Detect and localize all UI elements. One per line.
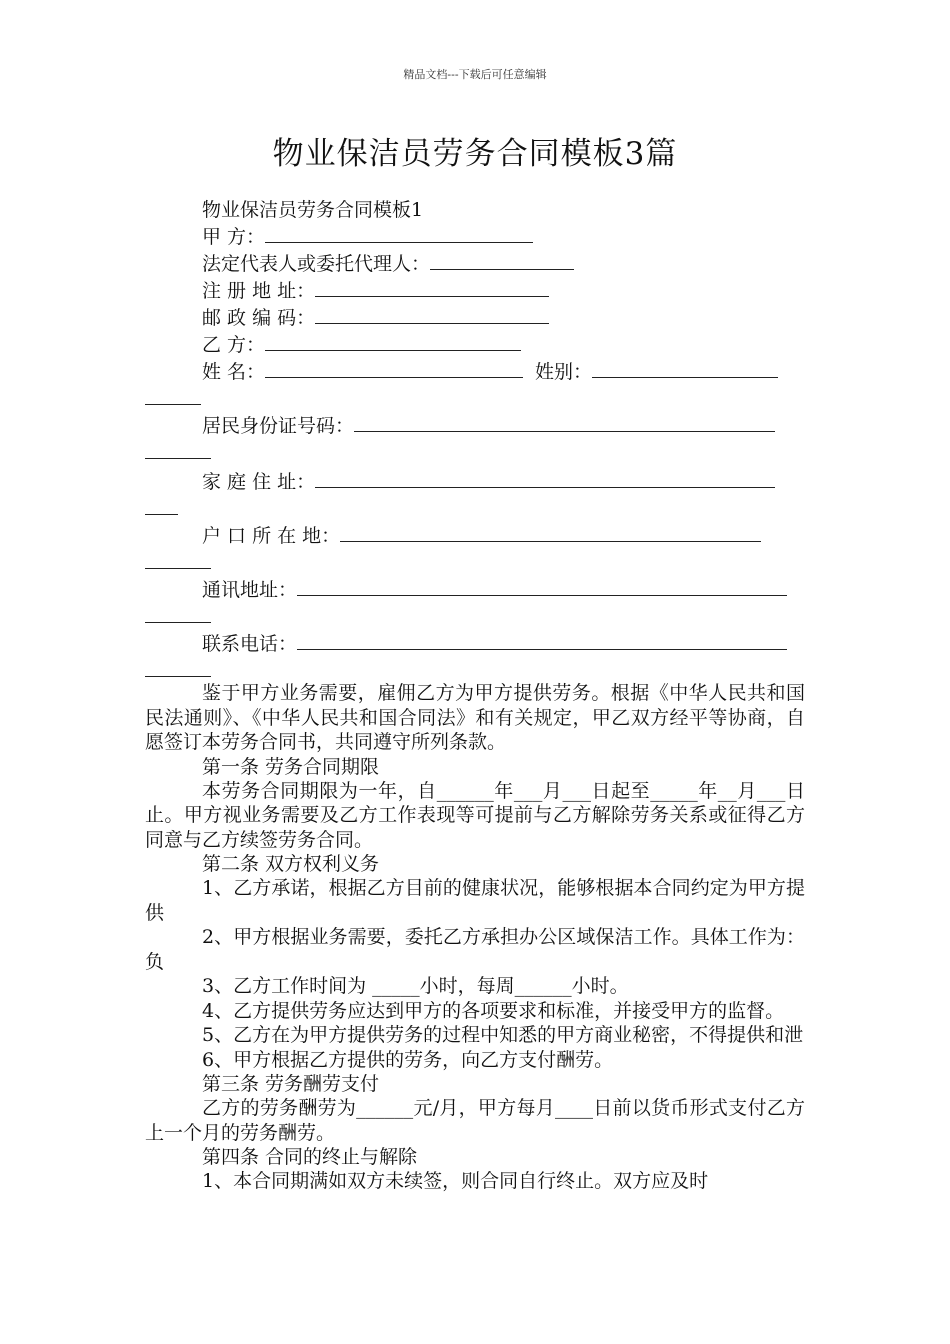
article-4-title: 第四条 合同的终止与解除 — [202, 1146, 418, 1168]
name-label: 姓 名： — [202, 361, 266, 383]
name-blank — [265, 357, 523, 378]
reg-address-blank — [315, 276, 549, 297]
document-body — [145, 198, 805, 1194]
household-reg-blank-continued — [145, 548, 211, 569]
article-2-item-1: 1、乙方承诺，根据乙方目前的健康状况，能够根据本合同约定为甲方提供 — [145, 877, 805, 924]
id-number-label: 居民身份证号码： — [202, 415, 355, 437]
phone-blank — [297, 629, 787, 650]
article-3-title: 第三条 劳务酬劳支付 — [202, 1073, 380, 1095]
postal-code-field — [145, 303, 805, 330]
article-2-item-5: 5、乙方在为甲方提供劳务的过程中知悉的甲方商业秘密，不得提供和泄 — [202, 1024, 804, 1046]
gender-label: 姓别： — [535, 361, 593, 383]
intro-paragraph: 鉴于甲方业务需要，雇佣乙方为甲方提供劳务。根据《中华人民共和国民法通则》、《中华人民共和国合同法》和有关规定，甲乙双方经平等协商，自愿签订本劳务合同书，共同遵守所列条款。 — [145, 682, 805, 753]
article-1-text: 本劳务合同期限为一年，自______年___月___日起至_____年__月___日止。甲方视业务需要及乙方工作表现等可提前与乙方解除劳务关系或征得乙方同意与乙方续签劳务合同。 — [145, 779, 805, 851]
legal-rep-field — [145, 249, 805, 276]
document-title: 物业保洁员劳务合同模板3篇 — [272, 136, 678, 172]
home-address-blank-continued — [145, 494, 178, 515]
id-number-blank-continued — [145, 438, 211, 459]
mail-address-blank-continued — [145, 602, 211, 623]
mail-address-field — [145, 575, 805, 602]
party-b-blank — [265, 330, 521, 351]
article-1-title: 第一条 劳务合同期限 — [202, 755, 380, 778]
article-2-item-4: 4、乙方提供劳务应达到甲方的各项要求和标准，并接受甲方的监督。 — [202, 999, 785, 1022]
article-2-title: 第二条 双方权利义务 — [202, 853, 380, 875]
phone-field — [145, 629, 805, 656]
party-a-label: 甲 方： — [202, 226, 266, 248]
party-a-field — [145, 222, 805, 249]
household-reg-label: 户 口 所 在 地： — [202, 525, 341, 547]
document-subtitle: 物业保洁员劳务合同模板1 — [202, 199, 424, 221]
legal-rep-label: 法定代表人或委托代理人： — [202, 253, 431, 275]
party-b-label: 乙 方： — [202, 334, 266, 356]
reg-address-label: 注 册 地 址： — [202, 280, 316, 302]
home-address-label: 家 庭 住 址： — [202, 471, 316, 493]
legal-rep-blank — [430, 249, 574, 270]
phone-label: 联系电话： — [202, 633, 298, 655]
id-number-blank — [354, 411, 775, 432]
phone-blank-continued — [145, 656, 211, 677]
household-reg-field — [145, 521, 805, 548]
article-2-item-6: 6、甲方根据乙方提供的劳务，向乙方支付酬劳。 — [202, 1048, 614, 1071]
mail-address-label: 通讯地址： — [202, 579, 298, 601]
party-a-blank — [265, 222, 533, 243]
mail-address-blank — [297, 575, 787, 596]
article-2-item-3: 3、乙方工作时间为 _____小时，每周______小时。 — [202, 975, 629, 997]
party-b-field — [145, 330, 805, 357]
household-reg-blank — [340, 521, 761, 542]
article-2-item-2: 2、甲方根据业务需要，委托乙方承担办公区域保洁工作。具体工作为：负 — [145, 926, 805, 973]
home-address-blank — [315, 467, 775, 488]
id-number-field — [145, 411, 805, 438]
gender-blank — [592, 357, 778, 378]
article-4-item-1: 1、本合同期满如双方未续签，则合同自行终止。双方应及时 — [202, 1170, 709, 1192]
reg-address-field — [145, 276, 805, 303]
article-3-text: 乙方的劳务酬劳为______元/月，甲方每月____日前以货币形式支付乙方上一个月的劳务酬劳。 — [145, 1097, 805, 1144]
header-note: 精品文档---下载后可任意编辑 — [403, 68, 547, 81]
home-address-field — [145, 467, 805, 494]
postal-code-label: 邮 政 编 码： — [202, 307, 316, 329]
name-gender-field — [145, 357, 805, 384]
postal-code-blank — [315, 303, 549, 324]
gender-blank-continued — [145, 384, 201, 405]
